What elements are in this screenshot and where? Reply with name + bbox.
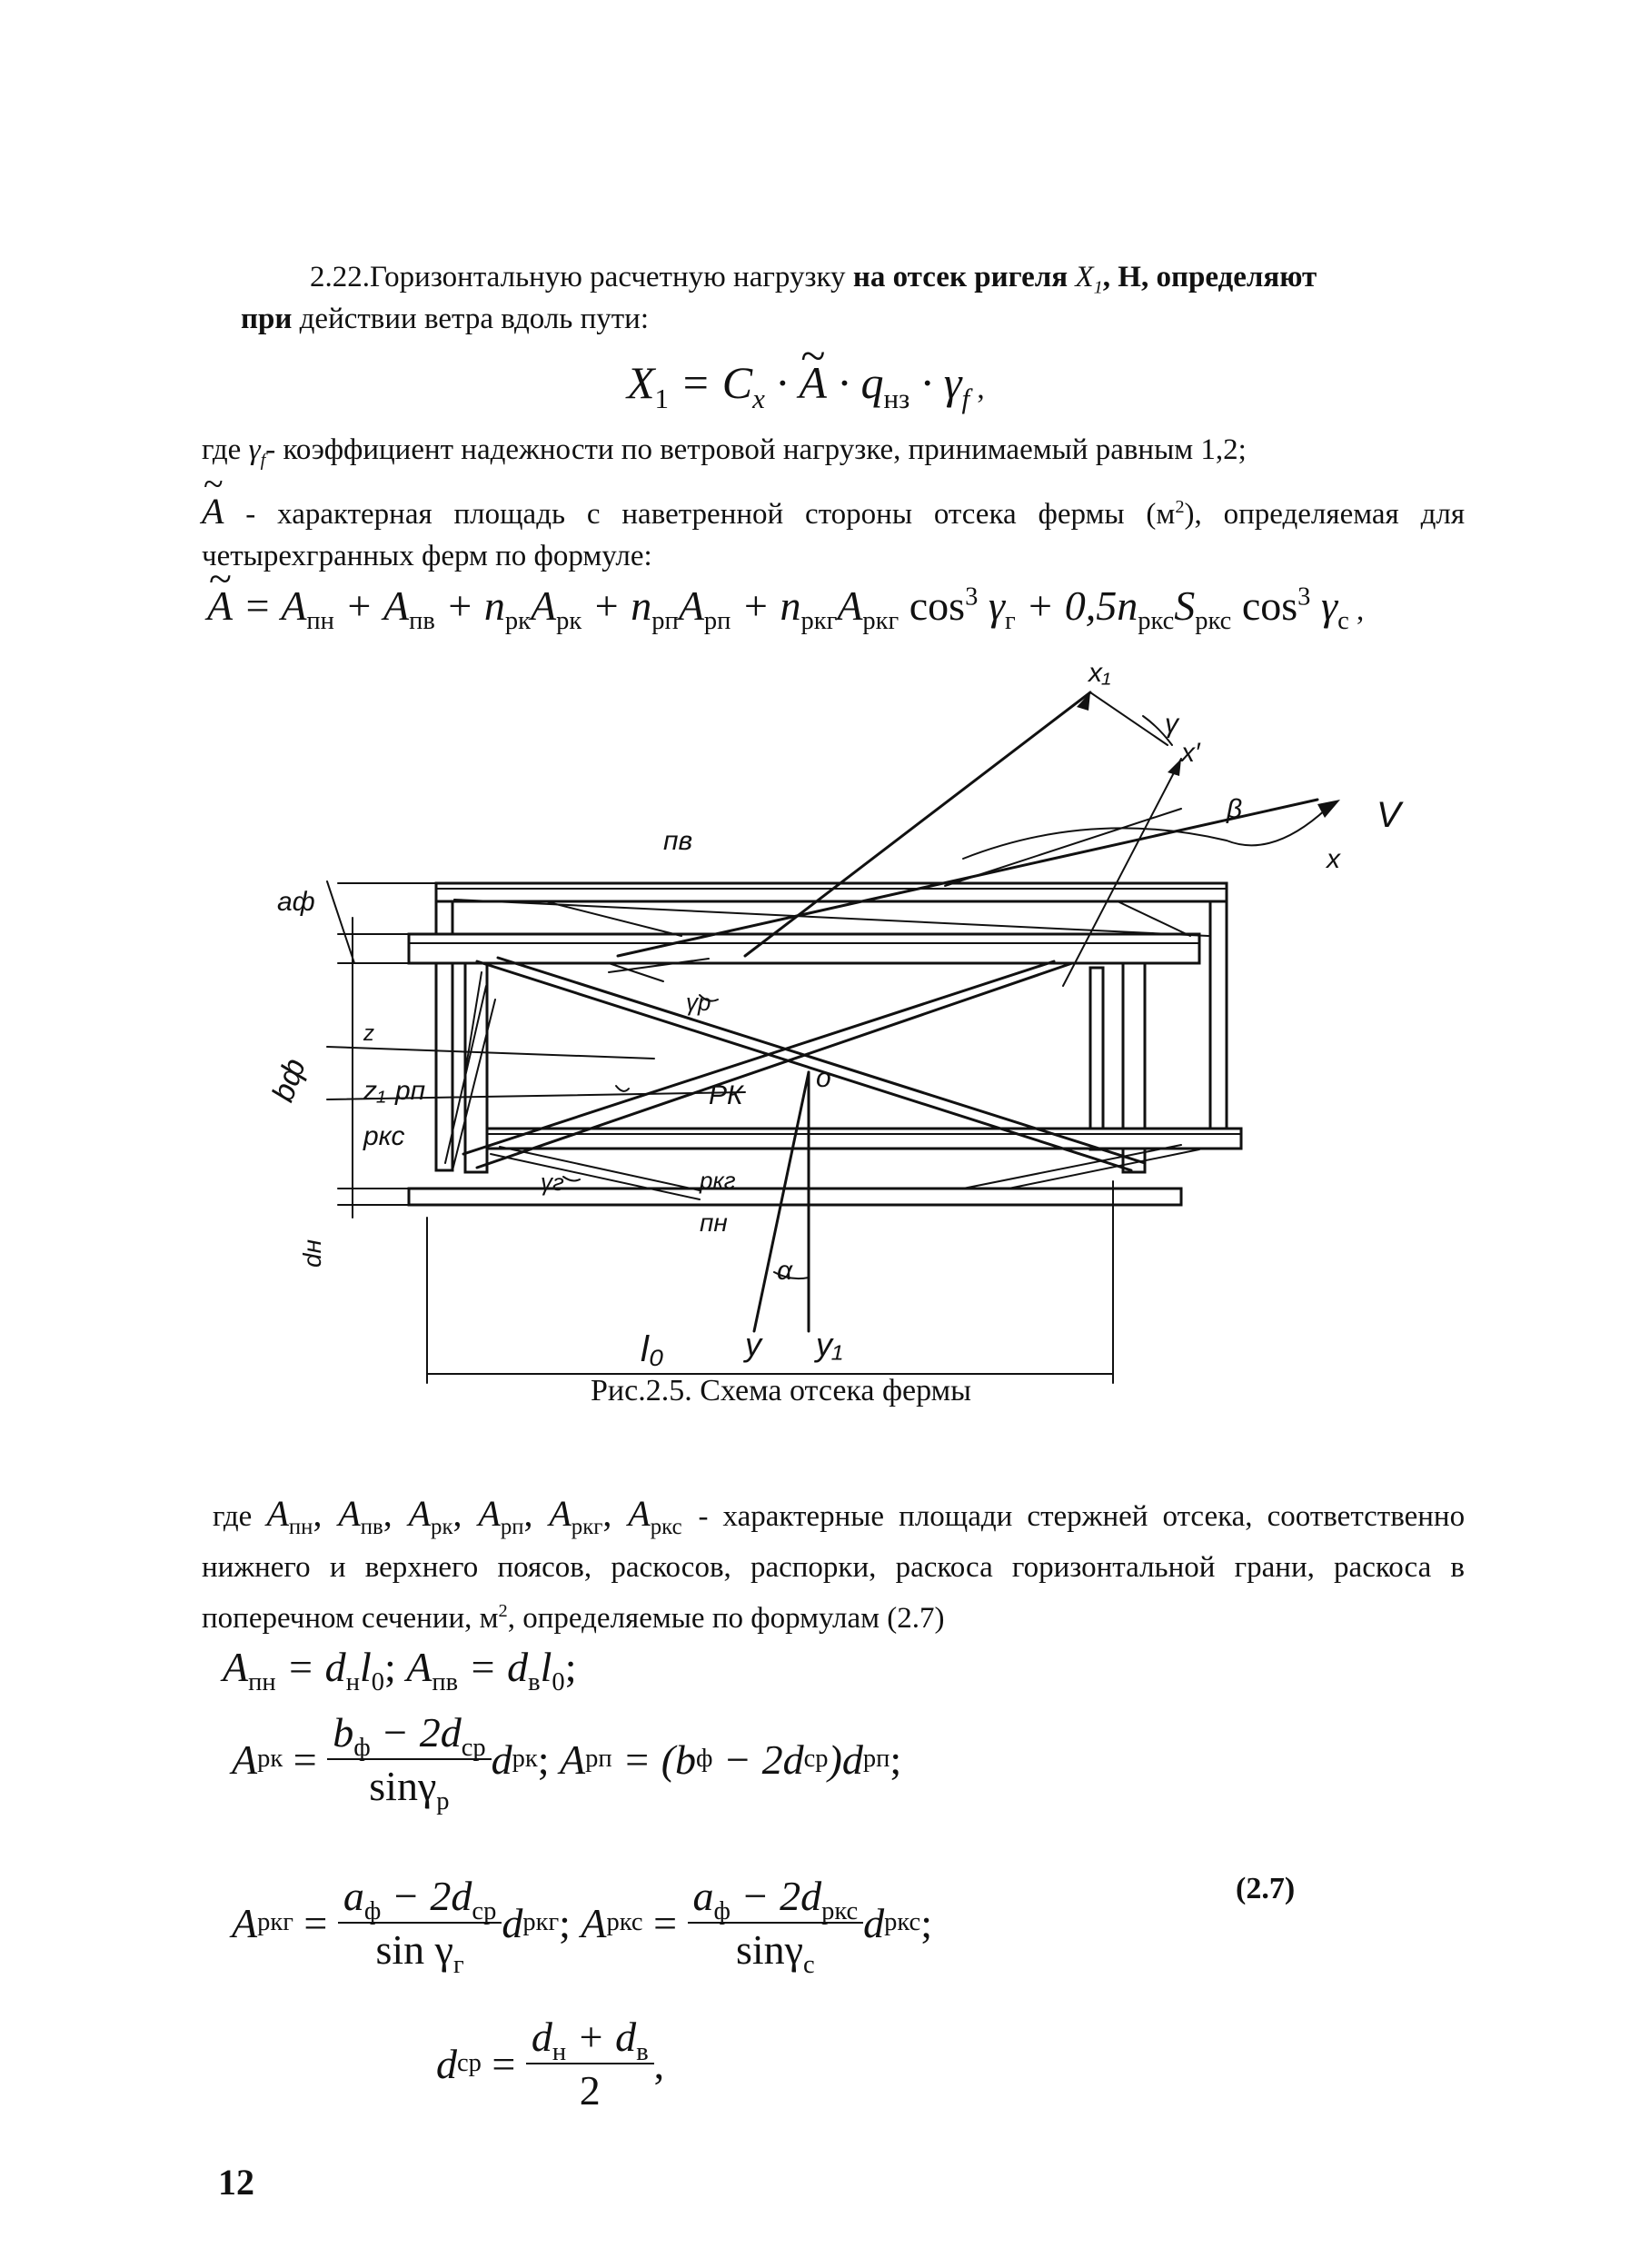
f4-num: d xyxy=(531,2014,552,2060)
eq1-lhs-sub: 1 xyxy=(654,383,670,414)
f3-num2-mid: − 2d xyxy=(731,1873,822,1919)
f2-rhs-lhs: A xyxy=(560,1736,586,1783)
f4-fraction xyxy=(526,2013,654,2114)
eq2-cos-2-sup: 3 xyxy=(1297,582,1311,612)
f3-num2: a xyxy=(692,1873,714,1919)
f3-num: a xyxy=(343,1873,364,1919)
sym-a-rp: A xyxy=(478,1493,501,1534)
label-alpha: α xyxy=(777,1256,793,1286)
f1-a-rhs-sub: н xyxy=(345,1668,360,1697)
f3-eq: = xyxy=(293,1899,338,1946)
f3-after: d xyxy=(502,1899,523,1946)
label-rp: рп xyxy=(395,1076,426,1106)
f2-rhs-close: )d xyxy=(828,1736,863,1783)
eq2-t4: + n xyxy=(581,582,652,629)
eq2-gamma-g-sub: г xyxy=(1004,607,1016,636)
eq2-gamma-g: γ xyxy=(978,582,1005,629)
equation-number: (2.7) xyxy=(1236,1872,1296,1905)
eq2-t7-sub: ркс xyxy=(1138,607,1175,636)
f3-num-sub: ф xyxy=(363,1897,382,1926)
label-z: z xyxy=(363,1021,374,1046)
eq2-t7: + 0,5n xyxy=(1015,582,1138,629)
f1-b: A xyxy=(406,1644,432,1690)
eq2-t5: + n xyxy=(731,582,801,629)
eq2-t3b-sub: рк xyxy=(556,607,582,636)
label-v: V xyxy=(1377,795,1401,835)
eq2-t4b: A xyxy=(678,582,704,629)
f2-rhs-mid: − 2d xyxy=(712,1736,804,1783)
eq1-dot: · xyxy=(764,357,800,408)
formula-d-sr: d ср = $\frac{d_н + d_в}{2}$ , xyxy=(436,2014,665,2114)
eq1-gamma: · γ xyxy=(909,357,962,408)
front-post-right-inner xyxy=(1090,968,1103,1149)
eq2-cos-2: cos xyxy=(1231,582,1298,629)
f3-den: sin γ xyxy=(375,1926,453,1973)
label-rkg: ркг xyxy=(700,1167,736,1194)
f3-num2-mid-sub: ркс xyxy=(821,1897,859,1926)
f1-a-rhs: = d xyxy=(275,1644,346,1690)
f3-eq2: = xyxy=(642,1899,688,1946)
upper-front-chord xyxy=(409,934,1199,963)
para2-sup: 2 xyxy=(498,1601,508,1621)
eq2-t4b-sub: рп xyxy=(703,607,731,636)
eq1-q-sub: нз xyxy=(883,383,910,414)
truss-diagram xyxy=(265,658,1454,1399)
f4-eq: = xyxy=(481,2040,526,2087)
where-prefix: где xyxy=(202,433,249,466)
label-beta: β xyxy=(1227,794,1243,824)
eq1-q: · q xyxy=(826,357,884,408)
eq2-t2: + A xyxy=(333,582,410,629)
where-gamma-line xyxy=(202,429,1465,471)
formula-a-rkg-a-rks: A ркг = $\frac{a_ф - 2d_{ср}}{\sin \gamma_г}$ d ркг ; A ркс = $\frac{a_ф - 2d_{ркс}}{\sin\gamma_с}$ d ркс ; xyxy=(232,1873,932,1980)
f3-after2: d xyxy=(863,1899,885,1946)
para2-text-end: , определяемые по формулам (2.7) xyxy=(507,1602,945,1635)
f1-a: A xyxy=(223,1644,249,1690)
eq1-end: , xyxy=(969,373,985,405)
f1-end: ; xyxy=(564,1644,577,1690)
label-b-phi: bф xyxy=(265,1054,313,1107)
sym-a-rks: A xyxy=(628,1493,651,1534)
sym-a-pn: A xyxy=(266,1493,289,1534)
eq2-t5-sub: ркг xyxy=(800,607,838,636)
eq2-t3: + n xyxy=(434,582,505,629)
heading-variable: X xyxy=(1075,261,1094,293)
f2-den: sinγ xyxy=(369,1763,437,1809)
f2-num-mid-sub: ср xyxy=(461,1734,486,1763)
f4-end: , xyxy=(653,2040,665,2087)
label-x1: x₁ xyxy=(1088,658,1111,688)
eq2-s-rks-sub: ркс xyxy=(1195,607,1232,636)
sym-a-rp-sub: рп xyxy=(500,1515,524,1539)
f4-num-sub: н xyxy=(552,2038,567,2067)
eq1-cx-sub: x xyxy=(752,383,765,414)
f1-a-l-sub: 0 xyxy=(371,1668,384,1697)
label-gamma: γ xyxy=(1165,709,1178,739)
f3-den-sub: г xyxy=(453,1951,464,1980)
f2-num: b xyxy=(333,1709,354,1756)
f3-sep: ; xyxy=(559,1899,581,1946)
label-o: o xyxy=(816,1063,831,1093)
sym-a-rk-sub: рк xyxy=(431,1515,453,1539)
f4-lhs: d xyxy=(436,2040,457,2087)
areas-paragraph xyxy=(202,1488,1465,1644)
where-a-text-2: ), определяемая для четырехгранных ферм по формуле: xyxy=(202,498,1466,572)
heading-plain-text: 2.22.Горизонтальную расчетную нагрузку xyxy=(310,261,853,293)
label-y1: y₁ xyxy=(816,1326,843,1363)
gamma-f-symbol: γ xyxy=(248,433,261,466)
f1-a-l: l xyxy=(359,1644,372,1690)
eq2-cos-1: cos xyxy=(899,582,966,629)
f1-b-rhs-sub: в xyxy=(528,1668,541,1697)
para2-prefix: где xyxy=(213,1500,267,1533)
sym-a-rk: A xyxy=(408,1493,432,1534)
eq2-t4-sub: рп xyxy=(651,607,679,636)
heading-variable-sub: 1 xyxy=(1093,277,1103,298)
label-d-n: dн xyxy=(298,1239,326,1268)
f4-den: 2 xyxy=(579,2067,601,2114)
heading-line2-bold: при xyxy=(241,303,293,335)
lower-back-chord xyxy=(487,1129,1241,1149)
area-symbols: $A_{пн}$, $A_{пв}$, $A_{рк}$, $A_{рп}$, $A_{ркг}$, $A_{ркс}$ xyxy=(266,1493,682,1539)
label-z1: z₁ xyxy=(363,1076,386,1106)
label-l0: l₀ xyxy=(641,1329,664,1369)
f4-num-mid: + d xyxy=(566,2014,637,2060)
eq2-t1-sub: пн xyxy=(306,607,334,636)
eq2-t1: = A xyxy=(233,582,307,629)
f3-fraction-2 xyxy=(688,1872,864,1980)
eq2-t3b: A xyxy=(531,582,557,629)
f1-sep: ; xyxy=(384,1644,407,1690)
f3-num-mid-sub: ср xyxy=(472,1897,497,1926)
heading-line-2 xyxy=(241,298,1463,340)
f2-num-mid: − 2d xyxy=(370,1709,462,1756)
figure-caption: Рис.2.5. Схема отсека фермы xyxy=(591,1374,971,1408)
label-x-prime: x′ xyxy=(1181,738,1200,768)
heading-line-1 xyxy=(241,256,1463,298)
f1-b-rhs: = d xyxy=(458,1644,529,1690)
label-rks: ркс xyxy=(363,1121,405,1151)
f1-b-l: l xyxy=(540,1644,552,1690)
f1-b-l-sub: 0 xyxy=(552,1668,565,1697)
f2-rhs-eq: = (b xyxy=(611,1736,697,1783)
back-post-right xyxy=(1210,901,1227,1129)
label-pn: пн xyxy=(700,1209,728,1237)
f1-b-sub: пв xyxy=(432,1668,459,1697)
label-gamma-g: γг xyxy=(541,1169,564,1196)
f3-den2-sub: с xyxy=(803,1951,815,1980)
label-gamma-p: γр xyxy=(686,989,711,1016)
lower-front-chord xyxy=(409,1189,1181,1205)
label-rk: РК xyxy=(709,1080,743,1110)
label-y: y xyxy=(745,1326,761,1363)
eq2-gamma-c-sub: с xyxy=(1337,607,1349,636)
f2-end: ; xyxy=(890,1736,902,1783)
a-tilde-symbol: ~ A xyxy=(202,491,224,532)
f2-num-sub: ф xyxy=(353,1734,371,1763)
sym-a-pv-sub: пв xyxy=(360,1515,383,1539)
heading-bold-text: на отсек ригеля xyxy=(852,261,1076,293)
sym-a-rkg: A xyxy=(549,1493,572,1534)
f4-num-mid-sub: в xyxy=(636,2038,649,2067)
eq2-gamma-c: γ xyxy=(1310,582,1338,629)
gamma-f-sub: f xyxy=(260,450,266,471)
f2-den-sub: р xyxy=(436,1787,450,1816)
eq2-t5b-sub: ркг xyxy=(862,607,900,636)
where-a-paragraph xyxy=(202,491,1465,577)
f1-a-sub: пн xyxy=(248,1668,276,1697)
sym-a-rks-sub: ркс xyxy=(650,1515,682,1539)
where-a-text-1: - характерная площадь с наветренной стороны отсека фермы (м xyxy=(224,498,1176,531)
f3-lhs2: A xyxy=(581,1899,607,1946)
sym-a-pv: A xyxy=(338,1493,361,1534)
f2-fraction xyxy=(327,1708,491,1816)
eq2-s-rks: S xyxy=(1174,582,1196,629)
eq1-lhs: X xyxy=(627,357,655,408)
eq1-gamma-sub: f xyxy=(961,383,970,414)
label-x: x xyxy=(1327,844,1340,874)
f2-after: d xyxy=(491,1736,512,1783)
f3-num2-sub: ф xyxy=(713,1897,731,1926)
eq2-t2-sub: пв xyxy=(409,607,435,636)
section-2-22-heading xyxy=(241,256,1463,340)
eq2-end: , xyxy=(1348,594,1365,627)
formula-a-rk-a-rp: A рк = $\frac{b_ф - 2d_{ср}}{\sin\gamma_р}$ d рк ; A рп = (b ф − 2d ср )d рп ; xyxy=(232,1709,902,1816)
eq2-t5b: A xyxy=(837,582,863,629)
sym-a-pn-sub: пн xyxy=(288,1515,313,1539)
f3-num-mid: − 2d xyxy=(381,1873,472,1919)
f3-fraction-1 xyxy=(338,1872,502,1980)
heading-rest-text: , Н, определяют xyxy=(1102,261,1317,293)
eq2-a-tilde: ~ A xyxy=(207,582,233,630)
eq2-cos-1-sup: 3 xyxy=(965,582,979,612)
heading-line2-text: действии ветра вдоль пути: xyxy=(292,303,650,335)
label-a-phi: aф xyxy=(277,887,315,917)
f3-den2: sinγ xyxy=(736,1926,804,1973)
label-pv: пв xyxy=(663,826,693,856)
formula-a-pn-a-pv xyxy=(223,1643,577,1697)
page-number: 12 xyxy=(218,2162,254,2203)
eq1-a-tilde: ~ A xyxy=(799,356,827,409)
equation-x1 xyxy=(627,356,985,414)
para2-text: - характерные площади стержней отсека, соответственно нижнего и верхнего поясов, раскосов, распорки, раскоса горизонтальной грани, раскоса в поперечном сечении, м xyxy=(202,1500,1466,1635)
f3-lhs: A xyxy=(232,1899,258,1946)
where-a-sup: 2 xyxy=(1175,497,1185,517)
equation-a-tilde xyxy=(207,582,1365,636)
f2-eq: = xyxy=(283,1736,328,1783)
eq2-t3-sub: рк xyxy=(504,607,531,636)
f2-lhs: A xyxy=(232,1736,258,1783)
eq1-cx: = C xyxy=(669,357,753,408)
f3-end: ; xyxy=(920,1899,932,1946)
sym-a-rkg-sub: ркг xyxy=(571,1515,603,1539)
where-gamma-text: - коэффициент надежности по ветровой нагрузке, принимаемый равным 1,2; xyxy=(265,433,1247,466)
f2-sep: ; xyxy=(537,1736,561,1783)
